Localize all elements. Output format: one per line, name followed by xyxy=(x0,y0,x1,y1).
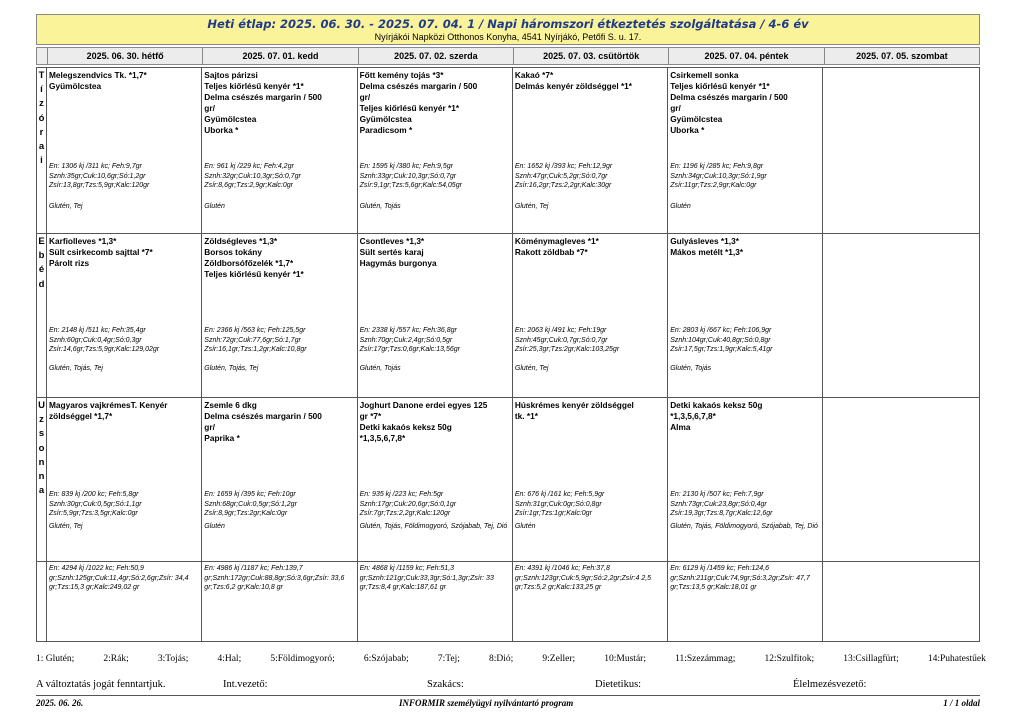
page-footer xyxy=(36,695,980,710)
allergen-legend-item: 8:Dió; xyxy=(489,654,514,664)
menu-cell xyxy=(513,234,668,397)
kitchen-address: Nyírjákói Napközi Otthonos Konyha, 4541 Nyírjákó, Petőfi S. u. 17. xyxy=(374,32,642,42)
menu-cell xyxy=(823,398,978,561)
menu-cell xyxy=(823,68,978,233)
menu-cell xyxy=(358,398,513,561)
dish-list xyxy=(670,236,820,258)
dish-line: Teljes kiőrlésű kenyér *1* xyxy=(670,81,770,91)
dish-line: Párolt rizs xyxy=(49,258,90,268)
menu-cell xyxy=(202,234,357,397)
allergen-list: Glutén, Tojás, Tej xyxy=(204,365,259,372)
day-header-wednesday: 2025. 07. 02. szerda xyxy=(358,48,513,64)
meal-label-letter: ó xyxy=(38,112,45,124)
dish-line: Detki kakaós keksz 50g xyxy=(359,422,452,432)
dish-list xyxy=(515,236,665,258)
menu-cell xyxy=(668,68,823,233)
nutrition-line: En: 961 kj /229 kc; Feh:4,2gr xyxy=(204,163,294,170)
dish-line: Teljes kiőrlésű kenyér *1* xyxy=(204,269,304,279)
meal-label-letter: T xyxy=(38,70,45,81)
nutrition-line: Sznh:33gr;Cuk:10,3gr;Só:0,7gr xyxy=(359,172,457,180)
dish-line: Zöldségleves *1,3* xyxy=(204,236,278,246)
menu-cell xyxy=(202,68,357,233)
meal-section-ebed xyxy=(37,234,979,398)
day-header-friday: 2025. 07. 04. péntek xyxy=(668,48,823,64)
sig-szakacs: Szakács: xyxy=(427,679,464,690)
allergen-legend-item: 4:Hal; xyxy=(217,654,242,664)
sig-dietetikus: Dietetikus: xyxy=(595,679,642,690)
dish-list xyxy=(360,70,510,136)
nutrition-line: Sznh:68gr;Cuk:0,5gr;Só:1,2gr xyxy=(204,500,297,508)
allergen-list: Glutén xyxy=(204,203,225,210)
allergen-list: Glutén, Tojás xyxy=(670,365,712,372)
nutrition-line: Zsír:19,3gr;Tzs:8,7gr;Kalc:12,6gr xyxy=(670,510,773,517)
dish-line: gr/ xyxy=(670,103,681,113)
nutrition-info xyxy=(515,490,666,519)
nutrition-info xyxy=(360,162,511,191)
menu-cell xyxy=(47,68,202,233)
dish-line: Delma csészés margarin / 500 xyxy=(359,81,478,91)
nutrition-line: Zsír:16,2gr;Tzs:2,2gr;Kalc:30gr xyxy=(514,182,612,189)
nutrition-line: Zsír:1gr;Tzs:1gr;Kalc:0gr xyxy=(514,510,592,517)
nutrition-info xyxy=(204,490,355,519)
dish-line: Uborka * xyxy=(670,125,705,135)
nutrition-line: Sznh:31gr;Cuk:0gr;Só:0,8gr xyxy=(514,500,602,508)
meal-label-letter: i xyxy=(40,155,43,167)
dish-line: Köménymagleves *1* xyxy=(514,236,599,246)
dish-list xyxy=(204,400,354,444)
meal-label-letter: z xyxy=(39,98,44,110)
meal-label-letter: o xyxy=(38,442,45,454)
footer-page: 1 / 1 oldal xyxy=(943,698,980,708)
dish-line: Sült sertés karaj xyxy=(359,247,424,257)
nutrition-info xyxy=(49,490,200,519)
nutrition-info xyxy=(49,162,200,191)
dish-line: Joghurt Danone erdei egyes 125 xyxy=(359,400,488,410)
allergen-legend-item: 9:Zeller; xyxy=(542,654,576,664)
nutrition-line: En: 1306 kj /311 kc; Feh:9,7gr xyxy=(49,163,142,170)
meal-label-tizorai xyxy=(37,68,47,233)
allergen-legend-item: 7:Tej; xyxy=(437,654,460,664)
dish-line: Zöldborsófőzelék *1,7* xyxy=(204,258,294,268)
dish-line: Zsemle 6 dkg xyxy=(204,400,257,410)
dish-line: Delma csészés margarin / 500 xyxy=(204,92,322,102)
allergen-legend xyxy=(36,654,986,664)
nutrition-line: Sznh:72gr;Cuk:77,6gr;Só:1,7gr xyxy=(204,336,301,344)
dish-line: Főtt kemény tojás *3* xyxy=(359,70,444,80)
meal-label-letter: a xyxy=(38,485,45,497)
dish-line: Gulyásleves *1,3* xyxy=(670,236,739,246)
meal-section-uzsonna xyxy=(37,398,979,562)
daily-total-cell xyxy=(823,562,978,641)
nutrition-info xyxy=(49,326,200,355)
allergen-legend-item: 2:Rák; xyxy=(103,654,129,664)
nutrition-line: Sznh:34gr;Cuk:10,3gr;Só:1,9gr xyxy=(670,172,767,180)
nutrition-line: En: 1196 kj /285 kc; Feh:9,8gr xyxy=(670,163,764,170)
dish-line: Karfiolleves *1,3* xyxy=(49,236,117,246)
allergen-list: Glutén xyxy=(204,523,225,530)
dish-line: Melegszendvics Tk. *1,7* xyxy=(49,70,147,80)
dish-line: Alma xyxy=(670,422,691,432)
dish-line: Kakaó *7* xyxy=(514,70,554,80)
meal-section-tizorai xyxy=(37,68,979,234)
dish-line: Borsos tokány xyxy=(204,247,262,257)
dish-line: Hagymás burgonya xyxy=(359,258,437,268)
nutrition-info xyxy=(360,326,511,355)
dish-line: Sült csirkecomb sajttal *7* xyxy=(49,247,153,257)
sig-int-vezeto: Int.vezető: xyxy=(223,679,268,690)
dish-line: *1,3,5,6,7,8* xyxy=(670,411,716,421)
allergen-list: Glutén, Tojás, Földimogyoró, Szójabab, Tej, Dió xyxy=(359,523,508,530)
nutrition-line: En: 1595 kj /380 kc; Feh:9,5gr xyxy=(359,163,453,170)
menu-cell xyxy=(823,234,978,397)
dish-line: Rakott zöldbab *7* xyxy=(514,247,588,257)
dish-line: Gyümölcstea xyxy=(670,114,723,124)
meal-label-uzsonna xyxy=(37,398,47,561)
dish-line: tk. *1* xyxy=(514,411,538,421)
meal-label-letter: z xyxy=(39,414,44,426)
dish-line: Magyaros vajkrémesT. Kenyér xyxy=(49,400,168,410)
nutrition-line: En: 2063 kj /491 kc; Feh:19gr xyxy=(514,327,607,334)
meal-label-letter: s xyxy=(38,428,45,440)
dish-list xyxy=(49,70,199,92)
allergen-legend-item: 13:Csillagfürt; xyxy=(843,654,899,664)
daily-total-cell: En: 4986 kj /1187 kc; Feh:139,7 gr;Sznh:172gr;Cuk:88,8gr;Só:3,6gr;Zsír: 33,6 gr;Tzs:6,2 gr;Kalc:10,8 gr xyxy=(202,562,357,641)
footer-date: 2025. 06. 26. xyxy=(36,698,84,708)
meal-label-letter: r xyxy=(39,126,44,138)
allergen-legend-item: 10:Mustár; xyxy=(604,654,646,664)
nutrition-info xyxy=(670,326,821,355)
day-header-monday: 2025. 06. 30. hétfő xyxy=(47,48,202,64)
meal-label-letter: é xyxy=(38,264,45,276)
dish-line: gr *7* xyxy=(359,411,382,421)
dish-line: Paradicsom * xyxy=(359,125,413,135)
dish-line: Paprika * xyxy=(204,433,240,443)
allergen-legend-item: 5:Földimogyoró; xyxy=(270,654,335,664)
dish-list xyxy=(670,70,820,136)
nutrition-line: Zsír:25,3gr;Tzs:2gr;Kalc:103,25gr xyxy=(514,346,620,353)
dish-list xyxy=(515,400,665,422)
allergen-list: Glutén, Tej xyxy=(514,365,549,372)
daily-total-cell: En: 6129 kj /1459 kc; Feh:124,6 gr;Sznh:211gr;Cuk:74,9gr;Só:3,2gr;Zsír: 47,7 gr;Tzs:13,5 gr;Kalc:18,01 gr xyxy=(668,562,823,641)
nutrition-line: Sznh:70gr;Cuk:2,4gr;Só:0,5gr xyxy=(359,336,453,344)
meal-label-letter: d xyxy=(38,278,45,290)
allergen-list: Glutén xyxy=(514,523,536,530)
daily-totals-row xyxy=(37,562,979,641)
meal-label-letter: í xyxy=(40,84,43,96)
nutrition-line: Sznh:32gr;Cuk:10,3gr;Só:0,7gr xyxy=(204,172,301,180)
dish-line: Csirkemell sonka xyxy=(670,70,739,80)
dish-line: gr/ xyxy=(204,422,215,432)
nutrition-line: En: 2366 kj /563 kc; Feh:125,5gr xyxy=(204,327,306,334)
daily-total-cell: En: 4294 kj /1022 kc; Feh:50,9 gr;Sznh:125gr;Cuk:11,4gr;Só:2,6gr;Zsír: 34,4 gr;Tzs:15,3 gr;Kalc:249,02 gr xyxy=(47,562,202,641)
allergen-legend-item: 14:Puhatestűek xyxy=(927,654,986,664)
menu-cell xyxy=(513,68,668,233)
dish-list xyxy=(204,236,354,280)
allergen-list: Glutén, Tojás xyxy=(359,203,401,210)
nutrition-line: Sznh:17gr;Cuk:20,6gr;Só:0,1gr xyxy=(359,500,457,508)
nutrition-line: Zsír:17,5gr;Tzs:1,9gr;Kalc:5,41gr xyxy=(670,346,773,353)
meal-label-letter: a xyxy=(38,141,45,153)
nutrition-line: Sznh:104gr;Cuk:40,8gr;Só:0,8gr xyxy=(670,336,771,344)
day-header-saturday: 2025. 07. 05. szombat xyxy=(824,48,979,64)
allergen-list: Glutén, Tej xyxy=(49,203,83,210)
dish-line: Detki kakaós keksz 50g xyxy=(670,400,763,410)
menu-cell xyxy=(47,234,202,397)
nutrition-info xyxy=(360,490,511,519)
menu-cell xyxy=(668,234,823,397)
dish-line: Teljes kiőrlésű kenyér *1* xyxy=(359,103,460,113)
allergen-legend-item: 3:Tojás; xyxy=(157,654,189,664)
footer-program: INFORMIR személyügyi nyilvántartó program xyxy=(399,698,574,708)
meal-label-ebed xyxy=(37,234,47,397)
dish-list xyxy=(49,236,199,269)
meal-label-letter: U xyxy=(38,400,45,411)
menu-header xyxy=(36,14,980,45)
meal-label-letter: b xyxy=(38,250,45,262)
allergen-list: Glutén, Tojás, Földimogyoró, Szójabab, Tej, Dió xyxy=(670,523,818,530)
dish-list xyxy=(670,400,820,433)
nutrition-line: En: 1652 kj /393 kc; Feh:12,9gr xyxy=(514,163,613,170)
dish-line: gr/ xyxy=(359,92,371,102)
dish-list xyxy=(515,70,665,92)
nutrition-line: Zsír:8,6gr;Tzs:2,9gr;Kalc:0gr xyxy=(204,182,293,189)
totals-label xyxy=(37,562,47,641)
nutrition-line: Sznh:30gr;Cuk:0,5gr;Só:1,1gr xyxy=(49,500,142,508)
allergen-list: Glutén, Tej xyxy=(49,523,83,530)
nutrition-line: Zsír:16,1gr;Tzs:1,2gr;Kalc:10,8gr xyxy=(204,346,307,353)
allergen-list: Glutén xyxy=(670,203,691,210)
dish-line: Delma csészés margarin / 500 xyxy=(204,411,322,421)
sig-elelmezes: Élelmezésvezető: xyxy=(793,679,867,690)
dish-line: zöldséggel *1,7* xyxy=(49,411,113,421)
dish-line: Delmás kenyér zöldséggel *1* xyxy=(514,81,633,91)
nutrition-line: Zsír:13,8gr;Tzs:5,9gr;Kalc:120gr xyxy=(49,182,150,189)
dish-line: Mákos metélt *1,3* xyxy=(670,247,744,257)
nutrition-line: Sznh:45gr;Cuk:0,7gr;Só:0,7gr xyxy=(514,336,608,344)
menu-grid xyxy=(36,67,980,642)
allergen-legend-item: 12:Szulfitok; xyxy=(764,654,815,664)
nutrition-info xyxy=(204,326,355,355)
nutrition-info xyxy=(515,326,666,355)
dish-list xyxy=(49,400,199,422)
menu-cell xyxy=(47,398,202,561)
day-header-row xyxy=(36,47,980,65)
nutrition-line: En: 2130 kj /507 kc; Feh:7,9gr xyxy=(670,491,764,498)
dish-list xyxy=(204,70,354,136)
dish-line: *1,3,5,6,7,8* xyxy=(359,433,406,443)
nutrition-line: En: 1659 kj /395 kc; Feh:10gr xyxy=(204,491,296,498)
dish-line: Csontleves *1,3* xyxy=(359,236,425,246)
dish-line: gr/ xyxy=(204,103,215,113)
allergen-legend-item: 1: Glutén; xyxy=(36,654,75,664)
nutrition-line: En: 2148 kj /511 kc; Feh:35,4gr xyxy=(49,327,146,334)
allergen-list: Glutén, Tej xyxy=(514,203,549,210)
allergen-legend-item: 11:Szezámmag; xyxy=(675,654,736,664)
menu-cell xyxy=(513,398,668,561)
nutrition-line: En: 2338 kj /557 kc; Feh:36,8gr xyxy=(359,327,457,334)
nutrition-line: En: 676 kj /161 kc; Feh:5,9gr xyxy=(514,491,605,498)
nutrition-line: Zsír:11gr;Tzs:2,9gr;Kalc:0gr xyxy=(670,182,757,189)
nutrition-line: Zsír:8,9gr;Tzs:2gr;Kalc:0gr xyxy=(204,510,288,517)
nutrition-info xyxy=(204,162,355,191)
dish-line: Húskrémes kenyér zöldséggel xyxy=(514,400,634,410)
nutrition-info xyxy=(515,162,666,191)
nutrition-line: Zsír:9,1gr;Tzs:5,6gr;Kalc:54,05gr xyxy=(359,182,462,189)
dish-line: Delma csészés margarin / 500 xyxy=(670,92,788,102)
dish-list xyxy=(360,400,510,444)
dish-line: Gyümölcstea xyxy=(359,114,412,124)
dish-line: Sajtos párizsi xyxy=(204,70,258,80)
meal-label-letter: n xyxy=(38,456,45,468)
nutrition-line: Zsír:7gr;Tzs:2,2gr;Kalc:120gr xyxy=(359,510,451,517)
menu-cell xyxy=(358,68,513,233)
nutrition-line: Sznh:47gr;Cuk:5,2gr;Só:0,7gr xyxy=(514,172,608,180)
nutrition-line: Zsír:17gr;Tzs:0,6gr;Kalc:13,56gr xyxy=(359,346,460,353)
allergen-list: Glutén, Tojás xyxy=(359,365,401,372)
nutrition-line: En: 839 kj /200 kc; Feh:5,8gr xyxy=(49,491,139,498)
dish-line: Gyümölcstea xyxy=(204,114,257,124)
daily-total-cell: En: 4391 kj /1046 kc; Feh:37,8 gr;Sznh:123gr;Cuk:5,9gr;Só:2,2gr;Zsír:4 2,5 gr;Tzs:5,2 gr;Kalc:133,25 gr xyxy=(513,562,668,641)
meal-label-letter: E xyxy=(38,236,45,247)
meal-label-letter: n xyxy=(38,471,45,483)
nutrition-info xyxy=(670,490,821,519)
dish-list xyxy=(360,236,510,269)
nutrition-line: Sznh:35gr;Cuk:10,6gr;Só:1,2gr xyxy=(49,172,146,180)
dish-line: Teljes kiőrlésű kenyér *1* xyxy=(204,81,304,91)
rights-notice: A változtatás jogát fenntartjuk. xyxy=(36,679,166,690)
allergen-list: Glutén, Tojás, Tej xyxy=(49,365,103,372)
menu-title: Heti étlap: 2025. 06. 30. - 2025. 07. 04. 1 / Napi háromszori étkeztetés szolgáltatása / 4-6 év xyxy=(207,17,809,31)
menu-cell xyxy=(668,398,823,561)
menu-cell xyxy=(202,398,357,561)
nutrition-line: Sznh:60gr;Cuk:0,4gr;Só:0,3gr xyxy=(49,336,142,344)
allergen-legend-item: 6:Szójabab; xyxy=(363,654,409,664)
dish-line: Gyümölcstea xyxy=(49,81,102,91)
nutrition-line: Zsír:14,6gr;Tzs:5,9gr;Kalc:129,02gr xyxy=(49,346,160,353)
day-header-tuesday: 2025. 07. 01. kedd xyxy=(202,48,357,64)
nutrition-line: Sznh:73gr;Cuk:23,8gr;Só:0,4gr xyxy=(670,500,767,508)
nutrition-info xyxy=(670,162,821,191)
day-header-thursday: 2025. 07. 03. csütörtök xyxy=(513,48,668,64)
nutrition-line: Zsír:5,9gr;Tzs:3,5gr;Kalc:0gr xyxy=(49,510,138,517)
nutrition-line: En: 935 kj /223 kc; Feh:5gr xyxy=(359,491,444,498)
dish-line: Uborka * xyxy=(204,125,239,135)
nutrition-line: En: 2803 kj /667 kc; Feh:106,9gr xyxy=(670,327,772,334)
daily-total-cell: En: 4868 kj /1159 kc; Feh:51,3 gr;Sznh:121gr;Cuk:33,3gr;Só:1,3gr;Zsír: 33 gr;Tzs:8,4 gr;Kalc:187,61 gr xyxy=(358,562,513,641)
menu-cell xyxy=(358,234,513,397)
